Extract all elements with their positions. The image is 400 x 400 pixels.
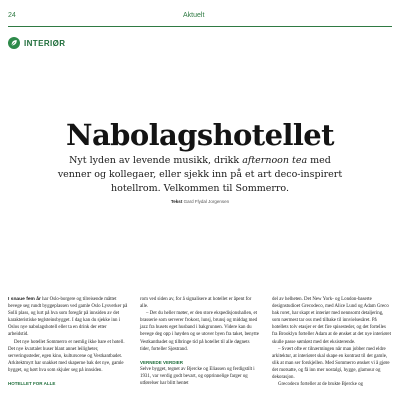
page-number: 24 [8, 12, 16, 19]
category-badge [8, 37, 65, 49]
paragraph: – Svært ofte er tilnærmingen når man jobber med eldre arkitektur, at interiøret skal skape en kontrast til det gamle, slik at man ser forskjellen. Med Sommerro ønsket vi å gjøre det motsatte, og få inn mer nostalgi, hygge, glamour og dekorasjon. [272, 346, 390, 381]
paragraph: del av helheten. Det New York- og London-baserte designstudioet Grecodeco, med Alice Lund og Adam Greco bak roret, har skapt et interiør med nennsomt detaljering, som nærmest tar oss med tilbake til innvielsesåret. På hotellets tolv etasjer er det fire spisesteder, og det fortelles fra Brooklyn forteller Adam at de ønsket at det nye interiøret skulle passe sømløst med det eksisterende. [272, 297, 391, 345]
byline [0, 199, 400, 204]
header-divider [8, 26, 392, 27]
paragraph: – Det du heller møter, er den store ekspedisjonshallen, et brasserie som serverer frokost, lunsj, brunsj og middag med jazz fra husets eget husband i bakgrunnen. Videre kan du bevege deg opp i høyden og se utover byen fra taket, benytte Vestkantbadet og tilbringe tid på hotellet til alle døgnets tider, forteller Sjøstrand. [140, 311, 259, 352]
paragraph: I snaue fem år har Oslo-borgere og tilreisende måttet bevege seg rundt byggeplassen ved gamle Oslo Lysverker på Solli plass, og lurt på hva som foregår på innsiden av det karakteristiske teglsteinsbygget. I dag kan du sjekke inn i Oslos nye nabolagshotell eller ta en drink der etter arbeidstid. [8, 297, 128, 338]
subheading: VERNEDE VERDIER [140, 359, 184, 365]
paragraph: rom ved siden av, for å signalisere at hotellet er åpent for alle. [140, 297, 252, 310]
article-lead [55, 154, 345, 196]
article-title: Nabolagshotellet [66, 118, 334, 152]
byline-author: Gard Flydal Jorgensen [183, 199, 230, 204]
leaf-icon [8, 37, 20, 49]
category-label: INTERIØR [24, 38, 66, 48]
paragraph: Det nye hotellet Sommerro er nemlig ikke bare et hotell. Det nye kvartalet huser blant annet leiligheter, serveringssteder, egen kino, kulturscene og Vestkantbadet. Arkitektmyrt har snakket med skaperne bak det nye, gamle bygget, og hørt hva som skjuler seg på innsiden. [8, 339, 125, 373]
page-header [8, 12, 392, 26]
article-body [8, 296, 392, 400]
subheading: HOTELLET FOR ALLE [8, 381, 56, 387]
paragraph: Grecodeco forteller at de brukte Bjercke og [278, 382, 364, 388]
lead-text-end: med venner og kollegaer, eller sjekk inn på et art deco-inspirert hotellrom. Velkommen til Sommerro. [57, 155, 343, 194]
paragraph: Selve bygget, tegnet av Bjercke og Eliassen og ferdigstilt i 1931, var verdig godt bevart, og opprinnelige farger og utførelser har blitt hentet [140, 366, 255, 387]
body-column-1 [8, 296, 128, 400]
body-column-2 [140, 296, 260, 400]
section-label: Aktuelt [183, 12, 205, 19]
intro-runin: I snaue fem år [8, 297, 41, 302]
lead-text-start: Nyt lyden av levende musikk, drikk [69, 155, 243, 166]
byline-label: Tekst [170, 199, 183, 204]
body-column-3 [272, 296, 392, 400]
lead-emphasis: afternoon tea [242, 155, 308, 166]
